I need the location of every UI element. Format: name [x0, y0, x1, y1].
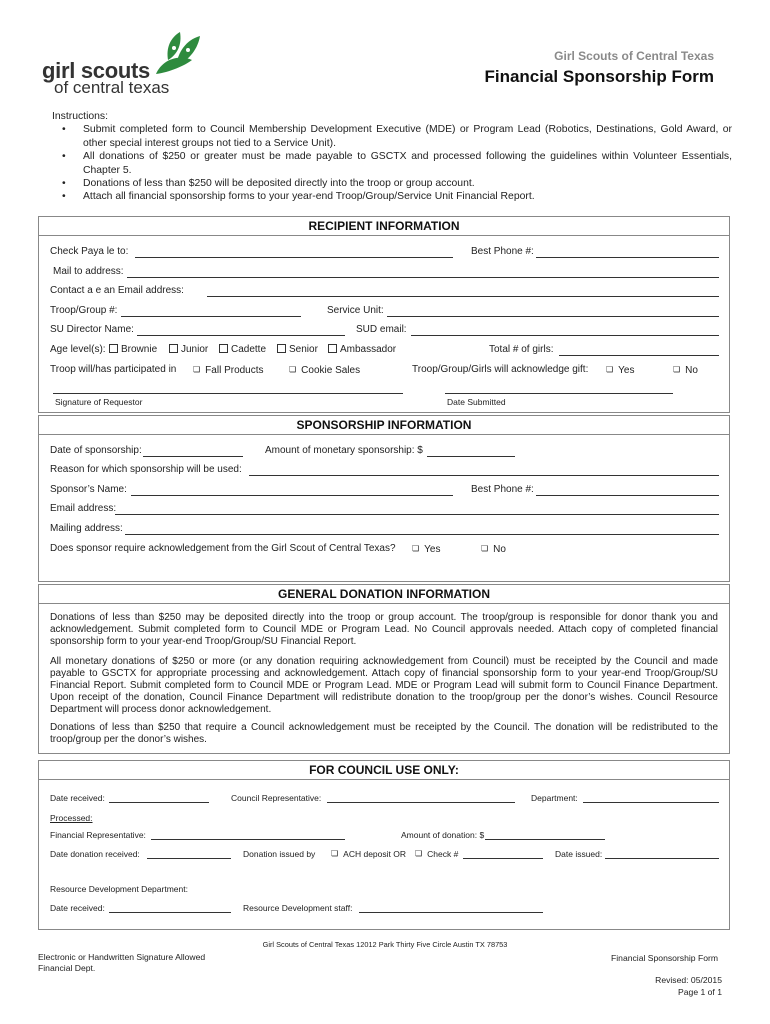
council-section	[38, 760, 730, 930]
date-donation-received-label: Date donation received:	[50, 849, 140, 859]
gsctx-logo	[38, 30, 208, 96]
resource-dept-label: Resource Development Department:	[50, 884, 188, 894]
general-donation-heading: GENERAL DONATION INFORMATION	[39, 585, 729, 604]
age-cadette-checkbox[interactable]: Cadette	[219, 344, 266, 356]
total-girls-field[interactable]	[559, 355, 719, 356]
sud-email-label: SUD email:	[356, 324, 407, 335]
mailing-address-field[interactable]	[125, 534, 719, 535]
instruction-item: • Submit completed form to Council Membership Development Executive (MDE) or Program Lead (Robotics, Destinations, Gold Award, or other special interest groups not tied to a Service Unit).	[52, 123, 732, 150]
amount-donation-label: Amount of donation: $	[401, 830, 485, 840]
contact-email-field[interactable]	[207, 296, 719, 297]
instructions	[52, 110, 732, 204]
trefoil-icon	[148, 30, 210, 82]
footer-dept: Financial Dept.	[38, 963, 96, 973]
footer-address: Girl Scouts of Central Texas 12012 Park Thirty Five Circle Austin TX 78753	[262, 940, 508, 949]
footer-form-name: Financial Sponsorship Form	[611, 953, 718, 963]
general-para-2: All monetary donations of $250 or more (or any donation requiring acknowledgement from Council) must be receipted by the Council and made payable to GSCTX for appropriate processing and acknowledgement. Attach copy of financial sponsorship form to your year-end Troop/Group/SU Financial Report. Submit completed form to Council MDE or Program Lead. MDE or Program Lead will submit form to Council Finance Department. Upon receipt of the donation, Council Finance Department will redistribute donation to the troop/group per the donor’s wishes. Council Resource Department will process donor acknowledgement.	[50, 656, 718, 715]
mail-to-label: Mail to address:	[53, 266, 124, 277]
form-title: Financial Sponsorship Form	[484, 67, 714, 86]
recipient-section	[38, 216, 730, 413]
checkbox-icon	[169, 344, 178, 353]
fall-products-checkbox[interactable]: ❏ Fall Products	[193, 365, 264, 376]
sponsor-email-label: Email address:	[50, 503, 117, 514]
su-director-field[interactable]	[137, 335, 345, 336]
sponsorship-heading: SPONSORSHIP INFORMATION	[39, 416, 729, 435]
checkbox-icon: ❏	[289, 365, 297, 374]
age-senior-checkbox[interactable]: Senior	[277, 344, 318, 356]
checkbox-icon	[109, 344, 118, 353]
sponsorship-section	[38, 415, 730, 582]
checkbox-icon	[277, 344, 286, 353]
instruction-item: • Donations of less than $250 will be deposited directly into the troop or group account.	[52, 177, 732, 190]
service-unit-field[interactable]	[387, 316, 719, 317]
footer-signature-note: Electronic or Handwritten Signature Allowed	[38, 952, 206, 962]
mail-to-field[interactable]	[127, 277, 719, 278]
sponsor-phone-field[interactable]	[536, 495, 719, 496]
council-date-received-field[interactable]	[109, 802, 209, 803]
org-name: Girl Scouts of Central Texas	[554, 49, 714, 63]
signature-label: Signature of Requestor	[55, 397, 143, 407]
footer-page: Page 1 of 1	[678, 987, 722, 997]
checkbox-icon: ❏	[606, 365, 614, 374]
sponsor-email-field[interactable]	[115, 514, 719, 515]
general-donation-section	[38, 584, 730, 754]
amount-field[interactable]	[427, 456, 515, 457]
rd-staff-field[interactable]	[359, 912, 543, 913]
checkbox-icon	[219, 344, 228, 353]
sponsor-ack-yes-checkbox[interactable]: ❏ Yes	[412, 544, 441, 555]
best-phone-field[interactable]	[536, 257, 719, 258]
date-donation-received-field[interactable]	[147, 858, 231, 859]
checkbox-icon	[328, 344, 337, 353]
checkbox-icon: ❏	[673, 365, 681, 374]
processed-label: Processed:	[50, 813, 93, 823]
sud-email-field[interactable]	[411, 335, 719, 336]
sponsor-name-label: Sponsor’s Name:	[50, 484, 127, 495]
rd-date-received-label: Date received:	[50, 903, 105, 913]
age-junior-checkbox[interactable]: Junior	[169, 344, 208, 356]
cookie-sales-checkbox[interactable]: ❏ Cookie Sales	[289, 365, 361, 376]
sponsor-name-field[interactable]	[131, 495, 453, 496]
date-submitted-label: Date Submitted	[447, 397, 506, 407]
sponsor-phone-label: Best Phone #:	[471, 484, 534, 495]
service-unit-label: Service Unit:	[327, 305, 384, 316]
financial-rep-label: Financial Representative:	[50, 830, 146, 840]
ach-deposit-checkbox[interactable]: ❏ ACH deposit OR	[331, 849, 407, 859]
participated-label: Troop will/has participated in	[50, 364, 177, 375]
age-brownie-checkbox[interactable]: Brownie	[109, 344, 157, 356]
financial-rep-field[interactable]	[151, 839, 345, 840]
mailing-address-label: Mailing address:	[50, 523, 123, 534]
acknowledge-gift-label: Troop/Group/Girls will acknowledge gift:	[412, 364, 589, 375]
total-girls-label: Total # of girls:	[489, 344, 554, 355]
troop-group-field[interactable]	[121, 316, 301, 317]
acknowledge-no-checkbox[interactable]: ❏ No	[673, 365, 698, 376]
check-payable-field[interactable]	[135, 257, 453, 258]
signature-field[interactable]	[53, 393, 403, 394]
amount-donation-field[interactable]	[485, 839, 605, 840]
rd-date-received-field[interactable]	[109, 912, 231, 913]
instruction-item: • All donations of $250 or greater must be made payable to GSCTX and processed following the guidelines within Volunteer Essentials, Chapter 5.	[52, 150, 732, 177]
checkbox-icon: ❏	[412, 544, 420, 553]
department-label: Department:	[531, 793, 578, 803]
logo-text-line2: of central texas	[54, 78, 170, 97]
donation-issued-by-label: Donation issued by	[243, 849, 316, 859]
reason-field[interactable]	[249, 475, 719, 476]
council-rep-field[interactable]	[327, 802, 515, 803]
rd-staff-label: Resource Development staff:	[243, 903, 353, 913]
footer-revised: Revised: 05/2015	[655, 975, 722, 985]
recipient-heading: RECIPIENT INFORMATION	[39, 217, 729, 236]
date-issued-label: Date issued:	[555, 849, 603, 859]
general-para-3: Donations of less than $250 that require a Council acknowledgement must be receipted by the Council. The donation will be redistributed to the troop/group per the donor’s wishes.	[50, 722, 718, 745]
sponsorship-date-field[interactable]	[143, 456, 243, 457]
general-para-1: Donations of less than $250 may be deposited directly into the troop or group account. The troop/group is responsible for donor thank you and acknowledgement. Submit completed form to Council MDE or Program Lead. No Council approvals needed. Attach copy of completed financial sponsorship form to your year-end Troop/Group/SU Financial Report.	[50, 612, 718, 647]
check-number-checkbox[interactable]: ❏ Check #	[415, 849, 459, 859]
check-payable-label: Check Paya le to:	[50, 246, 129, 257]
age-levels-label: Age level(s):	[50, 344, 106, 355]
instruction-item: • Attach all financial sponsorship forms to your year-end Troop/Group/Service Unit Financial Report.	[52, 190, 732, 203]
contact-email-label: Contact a e an Email address:	[50, 285, 184, 296]
checkbox-icon: ❏	[481, 544, 489, 553]
council-date-received-label: Date received:	[50, 793, 105, 803]
council-heading: FOR COUNCIL USE ONLY:	[39, 761, 729, 780]
logo-text-line1: girl scouts	[42, 58, 150, 83]
check-number-field[interactable]	[463, 858, 543, 859]
amount-label: Amount of monetary sponsorship: $	[265, 445, 423, 456]
instructions-title: Instructions:	[52, 111, 109, 122]
ack-question: Does sponsor require acknowledgement from the Girl Scout of Central Texas?	[50, 543, 396, 554]
reason-label: Reason for which sponsorship will be used:	[50, 464, 242, 475]
department-field[interactable]	[583, 802, 719, 803]
date-issued-field[interactable]	[605, 858, 719, 859]
acknowledge-yes-checkbox[interactable]: ❏ Yes	[606, 365, 635, 376]
best-phone-label: Best Phone #:	[471, 246, 534, 257]
checkbox-icon: ❏	[193, 365, 201, 374]
date-submitted-field[interactable]	[445, 393, 673, 394]
instructions-list	[52, 123, 732, 203]
sponsorship-date-label: Date of sponsorship:	[50, 445, 142, 456]
sponsor-ack-no-checkbox[interactable]: ❏ No	[481, 544, 506, 555]
checkbox-icon: ❏	[331, 849, 339, 858]
troop-group-label: Troop/Group #:	[50, 305, 118, 316]
su-director-label: SU Director Name:	[50, 324, 134, 335]
age-ambassador-checkbox[interactable]: Ambassador	[328, 344, 396, 356]
council-rep-label: Council Representative:	[231, 793, 322, 803]
checkbox-icon: ❏	[415, 849, 423, 858]
